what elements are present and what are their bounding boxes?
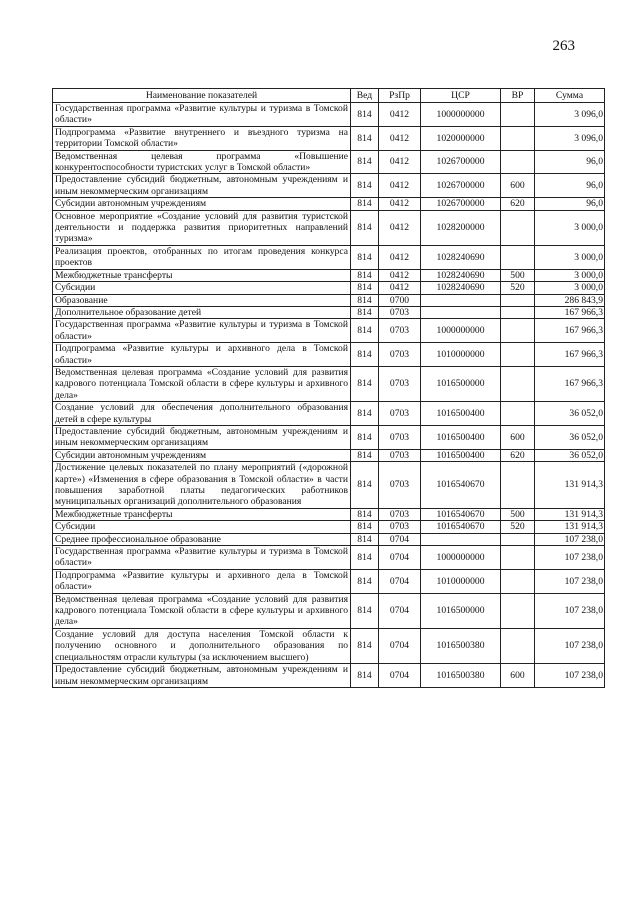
cell-rzpr: 0412	[379, 198, 421, 210]
cell-rzpr: 0703	[379, 462, 421, 509]
cell-sum: 36 052,0	[535, 425, 605, 449]
cell-sum: 3 000,0	[535, 269, 605, 281]
cell-rzpr: 0412	[379, 210, 421, 245]
cell-vr	[501, 462, 535, 509]
cell-rzpr: 0704	[379, 533, 421, 545]
cell-name: Субсидии	[53, 521, 351, 533]
table-row	[53, 449, 605, 461]
cell-sum: 36 052,0	[535, 402, 605, 426]
table-row	[53, 294, 605, 306]
cell-sum: 107 238,0	[535, 546, 605, 570]
cell-vr	[501, 593, 535, 628]
header-ved: Вед	[351, 89, 379, 103]
budget-table	[52, 88, 605, 688]
header-rzpr: РзПр	[379, 89, 421, 103]
cell-ved: 814	[351, 198, 379, 210]
table-row	[53, 628, 605, 663]
cell-ved: 814	[351, 282, 379, 294]
table-row	[53, 174, 605, 198]
cell-sum: 167 966,3	[535, 306, 605, 318]
cell-sum: 131 914,3	[535, 462, 605, 509]
cell-sum: 131 914,3	[535, 508, 605, 520]
cell-vr	[501, 319, 535, 343]
cell-rzpr: 0703	[379, 343, 421, 367]
cell-csr: 1028240690	[421, 269, 501, 281]
cell-ved: 814	[351, 664, 379, 688]
cell-vr	[501, 245, 535, 269]
table-row	[53, 521, 605, 533]
cell-rzpr: 0704	[379, 546, 421, 570]
table-row	[53, 366, 605, 401]
table-row	[53, 462, 605, 509]
cell-ved: 814	[351, 245, 379, 269]
cell-sum: 3 000,0	[535, 210, 605, 245]
cell-name: Подпрограмма «Развитие культуры и архивного дела в Томской области»	[53, 569, 351, 593]
cell-name: Создание условий для обеспечения дополнительного образования детей в сфере культуры	[53, 402, 351, 426]
cell-sum: 167 966,3	[535, 319, 605, 343]
cell-name: Межбюджетные трансферты	[53, 269, 351, 281]
cell-vr	[501, 366, 535, 401]
cell-ved: 814	[351, 174, 379, 198]
table-row	[53, 245, 605, 269]
cell-csr: 1010000000	[421, 343, 501, 367]
cell-sum: 167 966,3	[535, 343, 605, 367]
cell-rzpr: 0412	[379, 269, 421, 281]
cell-csr: 1026700000	[421, 174, 501, 198]
header-sum: Сумма	[535, 89, 605, 103]
cell-sum: 167 966,3	[535, 366, 605, 401]
table-row	[53, 343, 605, 367]
table-row	[53, 282, 605, 294]
cell-sum: 107 238,0	[535, 628, 605, 663]
cell-vr	[501, 306, 535, 318]
cell-name: Основное мероприятие «Создание условий для развития туристской деятельности и поддержка развития приоритетных направлений туризма»	[53, 210, 351, 245]
cell-csr: 1026700000	[421, 198, 501, 210]
cell-rzpr: 0412	[379, 174, 421, 198]
cell-csr: 1016500400	[421, 402, 501, 426]
cell-name: Ведомственная целевая программа «Создание условий для развития кадрового потенциала Томской области в сфере культуры и архивного дела»	[53, 593, 351, 628]
cell-sum: 3 096,0	[535, 126, 605, 150]
cell-vr	[501, 546, 535, 570]
cell-name: Государственная программа «Развитие культуры и туризма в Томской области»	[53, 319, 351, 343]
cell-rzpr: 0703	[379, 319, 421, 343]
cell-ved: 814	[351, 366, 379, 401]
table-row	[53, 569, 605, 593]
cell-sum: 3 096,0	[535, 103, 605, 127]
cell-ved: 814	[351, 210, 379, 245]
cell-vr: 520	[501, 282, 535, 294]
table-row	[53, 402, 605, 426]
table-row	[53, 150, 605, 174]
cell-vr: 620	[501, 449, 535, 461]
cell-vr: 600	[501, 664, 535, 688]
cell-rzpr: 0412	[379, 245, 421, 269]
table-row	[53, 508, 605, 520]
table-row	[53, 319, 605, 343]
cell-ved: 814	[351, 521, 379, 533]
header-name: Наименование показателей	[53, 89, 351, 103]
table-row	[53, 533, 605, 545]
cell-name: Государственная программа «Развитие культуры и туризма в Томской области»	[53, 546, 351, 570]
cell-rzpr: 0412	[379, 126, 421, 150]
cell-rzpr: 0704	[379, 628, 421, 663]
cell-vr	[501, 150, 535, 174]
cell-ved: 814	[351, 462, 379, 509]
cell-csr: 1016500380	[421, 664, 501, 688]
cell-vr	[501, 126, 535, 150]
table-row	[53, 210, 605, 245]
cell-ved: 814	[351, 593, 379, 628]
cell-csr: 1010000000	[421, 569, 501, 593]
cell-rzpr: 0704	[379, 593, 421, 628]
cell-vr: 500	[501, 508, 535, 520]
cell-rzpr: 0412	[379, 282, 421, 294]
cell-sum: 107 238,0	[535, 664, 605, 688]
cell-vr	[501, 343, 535, 367]
cell-vr	[501, 103, 535, 127]
table-header-row	[53, 89, 605, 103]
cell-vr	[501, 569, 535, 593]
cell-name: Образование	[53, 294, 351, 306]
cell-csr: 1016500000	[421, 593, 501, 628]
cell-ved: 814	[351, 425, 379, 449]
table-row	[53, 306, 605, 318]
cell-name: Предоставление субсидий бюджетным, автономным учреждениям и иным некоммерческим организациям	[53, 174, 351, 198]
cell-vr: 600	[501, 174, 535, 198]
cell-ved: 814	[351, 343, 379, 367]
table-row	[53, 103, 605, 127]
header-vr: ВР	[501, 89, 535, 103]
cell-vr	[501, 210, 535, 245]
cell-ved: 814	[351, 319, 379, 343]
table-body	[53, 103, 605, 688]
header-csr: ЦСР	[421, 89, 501, 103]
cell-csr: 1016540670	[421, 508, 501, 520]
cell-vr	[501, 628, 535, 663]
cell-ved: 814	[351, 126, 379, 150]
cell-csr	[421, 533, 501, 545]
cell-rzpr: 0703	[379, 425, 421, 449]
cell-name: Ведомственная целевая программа «Создание условий для развития кадрового потенциала Томской области в сфере культуры и архивного дела»	[53, 366, 351, 401]
cell-name: Среднее профессиональное образование	[53, 533, 351, 545]
cell-ved: 814	[351, 269, 379, 281]
table-row	[53, 546, 605, 570]
cell-vr: 600	[501, 425, 535, 449]
cell-csr: 1028240690	[421, 245, 501, 269]
cell-vr	[501, 294, 535, 306]
cell-name: Подпрограмма «Развитие внутреннего и въездного туризма на территории Томской области»	[53, 126, 351, 150]
cell-csr: 1026700000	[421, 150, 501, 174]
cell-vr: 620	[501, 198, 535, 210]
cell-csr: 1016500000	[421, 366, 501, 401]
cell-ved: 814	[351, 449, 379, 461]
cell-sum: 96,0	[535, 174, 605, 198]
cell-ved: 814	[351, 569, 379, 593]
cell-sum: 286 843,9	[535, 294, 605, 306]
cell-csr: 1016540670	[421, 462, 501, 509]
cell-sum: 3 000,0	[535, 282, 605, 294]
cell-name: Достижение целевых показателей по плану мероприятий («дорожной карте») «Изменения в сфере образования в Томской области» в части повышения заработной платы педагогических работников муниципальных организаций дополнительного образования	[53, 462, 351, 509]
cell-ved: 814	[351, 628, 379, 663]
cell-ved: 814	[351, 546, 379, 570]
table-row	[53, 269, 605, 281]
cell-ved: 814	[351, 150, 379, 174]
cell-rzpr: 0703	[379, 402, 421, 426]
cell-csr	[421, 294, 501, 306]
page-number: 263	[552, 38, 575, 54]
cell-csr: 1000000000	[421, 103, 501, 127]
table-row	[53, 664, 605, 688]
cell-rzpr: 0703	[379, 449, 421, 461]
cell-vr: 500	[501, 269, 535, 281]
cell-ved: 814	[351, 508, 379, 520]
cell-ved: 814	[351, 294, 379, 306]
cell-name: Дополнительное образование детей	[53, 306, 351, 318]
cell-rzpr: 0703	[379, 306, 421, 318]
cell-sum: 36 052,0	[535, 449, 605, 461]
cell-sum: 107 238,0	[535, 533, 605, 545]
cell-ved: 814	[351, 533, 379, 545]
table-row	[53, 425, 605, 449]
cell-csr: 1028200000	[421, 210, 501, 245]
cell-vr	[501, 402, 535, 426]
table-row	[53, 198, 605, 210]
cell-rzpr: 0704	[379, 664, 421, 688]
cell-name: Ведомственная целевая программа «Повышение конкурентоспособности туристских услуг в Томской области»	[53, 150, 351, 174]
cell-csr	[421, 306, 501, 318]
table-row	[53, 126, 605, 150]
cell-csr: 1000000000	[421, 546, 501, 570]
cell-rzpr: 0703	[379, 366, 421, 401]
cell-csr: 1020000000	[421, 126, 501, 150]
cell-csr: 1016540670	[421, 521, 501, 533]
cell-ved: 814	[351, 103, 379, 127]
cell-csr: 1016500400	[421, 449, 501, 461]
cell-rzpr: 0703	[379, 508, 421, 520]
cell-csr: 1016500400	[421, 425, 501, 449]
cell-name: Реализация проектов, отобранных по итогам проведения конкурса проектов	[53, 245, 351, 269]
cell-sum: 107 238,0	[535, 569, 605, 593]
cell-ved: 814	[351, 306, 379, 318]
cell-name: Субсидии автономным учреждениям	[53, 449, 351, 461]
cell-rzpr: 0703	[379, 521, 421, 533]
cell-sum: 96,0	[535, 198, 605, 210]
cell-rzpr: 0704	[379, 569, 421, 593]
table-row	[53, 593, 605, 628]
cell-sum: 3 000,0	[535, 245, 605, 269]
cell-name: Подпрограмма «Развитие культуры и архивного дела в Томской области»	[53, 343, 351, 367]
cell-csr: 1000000000	[421, 319, 501, 343]
cell-name: Предоставление субсидий бюджетным, автономным учреждениям и иным некоммерческим организациям	[53, 664, 351, 688]
cell-sum: 96,0	[535, 150, 605, 174]
cell-name: Субсидии	[53, 282, 351, 294]
cell-rzpr: 0412	[379, 103, 421, 127]
cell-rzpr: 0700	[379, 294, 421, 306]
cell-name: Межбюджетные трансферты	[53, 508, 351, 520]
cell-csr: 1016500380	[421, 628, 501, 663]
cell-sum: 131 914,3	[535, 521, 605, 533]
cell-name: Субсидии автономным учреждениям	[53, 198, 351, 210]
cell-csr: 1028240690	[421, 282, 501, 294]
cell-name: Создание условий для доступа населения Томской области к получению основного и дополнительного образования по специальностям отрасли культуры (за исключением высшего)	[53, 628, 351, 663]
cell-rzpr: 0412	[379, 150, 421, 174]
cell-name: Предоставление субсидий бюджетным, автономным учреждениям и иным некоммерческим организациям	[53, 425, 351, 449]
cell-name: Государственная программа «Развитие культуры и туризма в Томской области»	[53, 103, 351, 127]
cell-ved: 814	[351, 402, 379, 426]
cell-vr	[501, 533, 535, 545]
cell-vr: 520	[501, 521, 535, 533]
cell-sum: 107 238,0	[535, 593, 605, 628]
